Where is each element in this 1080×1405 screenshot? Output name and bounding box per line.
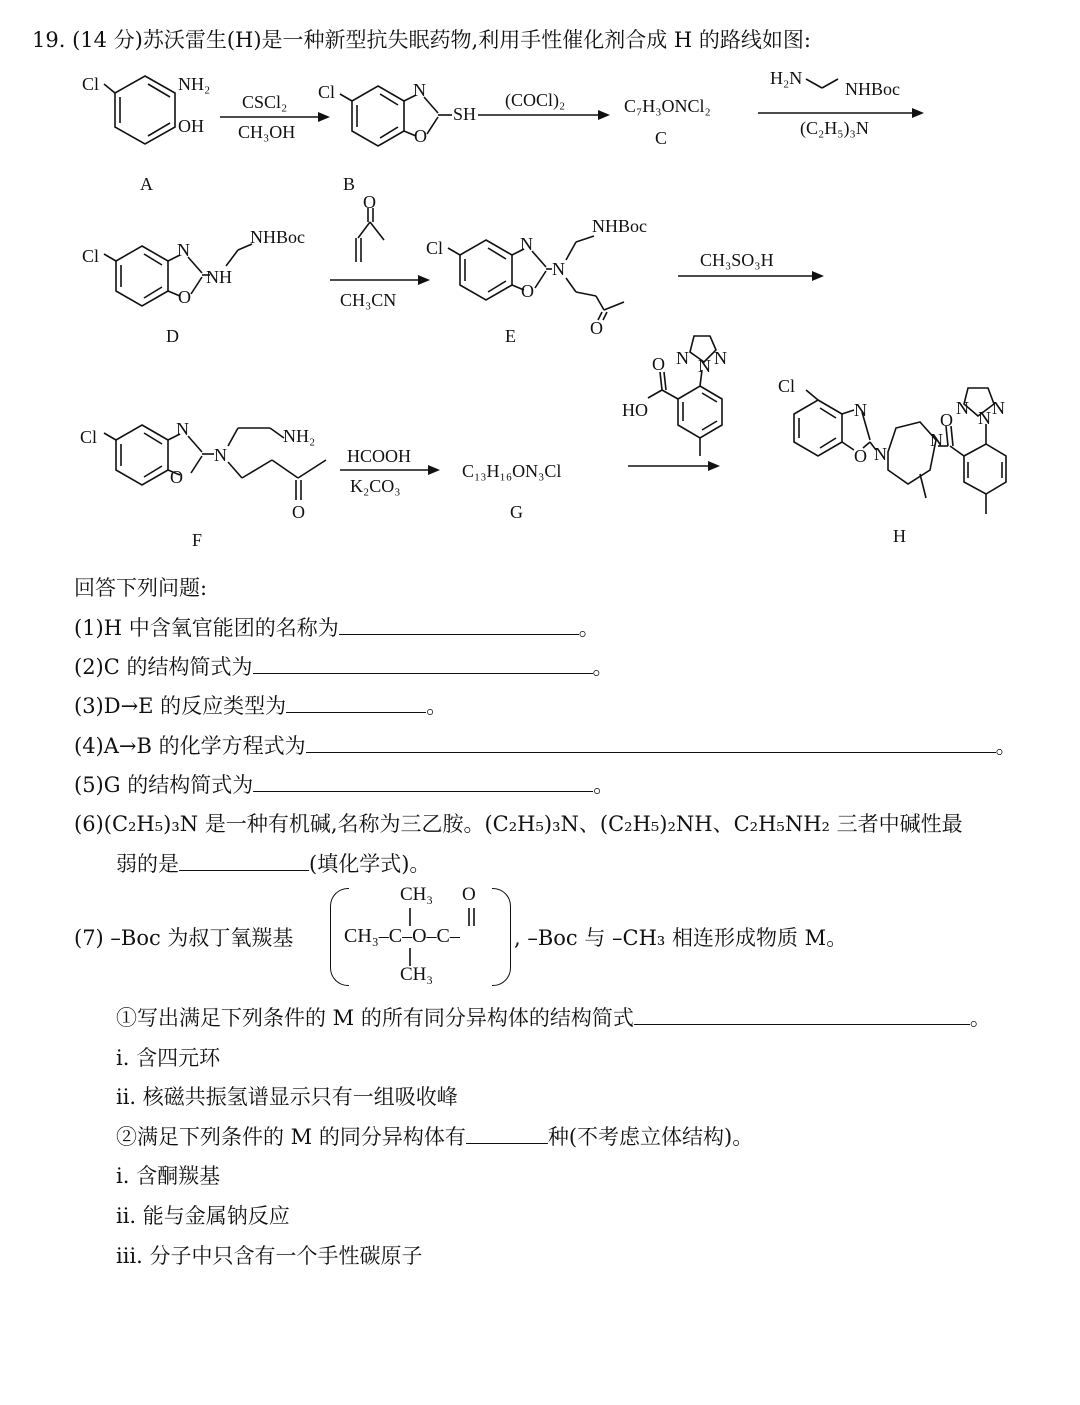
atom-nh: NH: [206, 267, 232, 287]
atom-o: O: [521, 281, 534, 301]
atom-o: O: [292, 502, 305, 522]
atom-sh: SH: [453, 104, 477, 124]
answer-intro: 回答下列问题:: [74, 576, 208, 600]
boc-bottom-ch3: CH₃: [400, 964, 434, 985]
boc-top-ch3: CH₃: [400, 884, 434, 905]
q2-text: (2)C 的结构简式为: [74, 655, 253, 679]
boc-top-o: O: [462, 884, 476, 905]
atom-o: O: [170, 467, 183, 487]
label-b: B: [343, 174, 356, 194]
q7-2-text-a: ②满足下列条件的 M 的同分异构体有: [116, 1125, 466, 1149]
q1-text: (1)H 中含氧官能团的名称为: [74, 616, 339, 640]
q6-line1: (6)(C₂H₅)₃N 是一种有机碱,名称为三乙胺。(C₂H₅)₃N、(C₂H₅)₂NH、C₂H₅NH₂ 三者中碱性最: [74, 812, 963, 836]
atom-cl: Cl: [778, 376, 796, 396]
q7-2-cond-iii: ⅲ. 分子中只含有一个手性碳原子: [116, 1244, 423, 1268]
q7-1-answer-blank[interactable]: [634, 1004, 970, 1025]
q7-2-cond-i: ⅰ. 含酮羰基: [116, 1164, 221, 1188]
label-c: C: [655, 128, 668, 148]
label-a: A: [140, 174, 153, 194]
q7-text-b: , –Boc 与 –CH₃ 相连形成物质 M。: [514, 926, 848, 950]
atom-o: O: [854, 446, 867, 466]
atom-cl: Cl: [82, 74, 100, 94]
atom-n: N: [676, 348, 689, 368]
q7-1-text: ①写出满足下列条件的 M 的所有同分异构体的结构简式: [116, 1006, 634, 1030]
reagent-fg-bottom: K₂CO₃: [350, 476, 401, 496]
atom-o: O: [652, 354, 665, 374]
q3-period: 。: [426, 694, 448, 718]
q7-2-row: [116, 1121, 753, 1151]
q7-1-cond-i: ⅰ. 含四元环: [116, 1046, 221, 1070]
q3-text: (3)D→E 的反应类型为: [74, 694, 287, 718]
atom-n: N: [214, 445, 227, 465]
q5-period: 。: [593, 773, 615, 797]
atom-n: N: [413, 80, 426, 100]
q7-text-a: (7) –Boc 为叔丁氧羰基: [74, 926, 294, 950]
label-h: H: [893, 526, 906, 546]
q4-text: (4)A→B 的化学方程式为: [74, 734, 306, 758]
atom-nhboc: NHBoc: [250, 227, 305, 247]
atom-n: N: [520, 234, 533, 254]
reagent-cd-top2: NHBoc: [845, 79, 900, 99]
atom-n: N: [930, 430, 943, 450]
atom-n: N: [552, 259, 565, 279]
atom-n: N: [956, 398, 969, 418]
atom-o: O: [414, 126, 427, 146]
reagent-bc-top: (COCl)₂: [505, 90, 566, 110]
atom-nh2: NH₂: [178, 74, 211, 94]
atom-o: O: [940, 410, 953, 430]
atom-n: N: [177, 240, 190, 260]
q6-text-a: 弱的是: [116, 852, 179, 876]
q7-1-period: 。: [969, 1006, 991, 1030]
reagent-cd-bottom: (C₂H₅)₃N: [800, 118, 869, 138]
atom-cl: Cl: [80, 427, 98, 447]
atom-o: O: [363, 192, 376, 212]
q7-2-cond-ii: ⅱ. 能与金属钠反应: [116, 1204, 290, 1228]
question-header: 19. (14 分)苏沃雷生(H)是一种新型抗失眠药物,利用手性催化剂合成 H 的路线如图:: [32, 28, 811, 52]
q2-period: 。: [592, 655, 614, 679]
q7-2-answer-blank[interactable]: [466, 1123, 548, 1144]
atom-n: N: [854, 400, 867, 420]
atom-ho: HO: [622, 400, 648, 420]
q4-period: 。: [995, 734, 1017, 758]
atom-cl: Cl: [318, 82, 336, 102]
atom-n: N: [874, 444, 887, 464]
q1-period: 。: [578, 616, 600, 640]
atom-n: N: [992, 398, 1005, 418]
reagent-ab-top: CSCl₂: [242, 92, 288, 112]
right-paren: [492, 888, 511, 986]
q7-1-cond-ii: ⅱ. 核磁共振氢谱显示只有一组吸收峰: [116, 1085, 458, 1109]
boc-main: CH₃–C–O–C–: [344, 925, 460, 947]
q6-text-b: (填化学式)。: [309, 852, 431, 876]
atom-n: N: [698, 356, 711, 376]
atom-oh: OH: [178, 116, 204, 136]
reagent-fg-top: HCOOH: [347, 446, 412, 466]
atom-cl: Cl: [426, 238, 444, 258]
atom-o: O: [178, 287, 191, 307]
compound-g-formula: C₁₃H₁₆ON₃Cl: [462, 461, 562, 481]
reagent-de-bottom: CH₃CN: [340, 290, 397, 310]
reagent-ab-bottom: CH₃OH: [238, 122, 296, 142]
atom-cl: Cl: [82, 246, 100, 266]
compound-c-formula: C₇H₃ONCl₂: [624, 96, 711, 116]
label-g: G: [510, 502, 523, 522]
atom-n: N: [176, 419, 189, 439]
atom-o: O: [590, 318, 603, 338]
q5-text: (5)G 的结构简式为: [74, 773, 254, 797]
label-e: E: [505, 326, 516, 346]
label-d: D: [166, 326, 179, 346]
atom-nh2: NH₂: [283, 426, 316, 446]
atom-n: N: [978, 408, 991, 428]
reagent-ef-top: CH₃SO₃H: [700, 250, 774, 270]
atom-nhboc: NHBoc: [592, 216, 647, 236]
reagent-cd-top: H₂N: [770, 68, 803, 88]
label-f: F: [192, 530, 203, 550]
q7-2-text-b: 种(不考虑立体结构)。: [547, 1125, 754, 1149]
q7-1-row: [116, 1002, 991, 1032]
atom-n: N: [714, 348, 727, 368]
